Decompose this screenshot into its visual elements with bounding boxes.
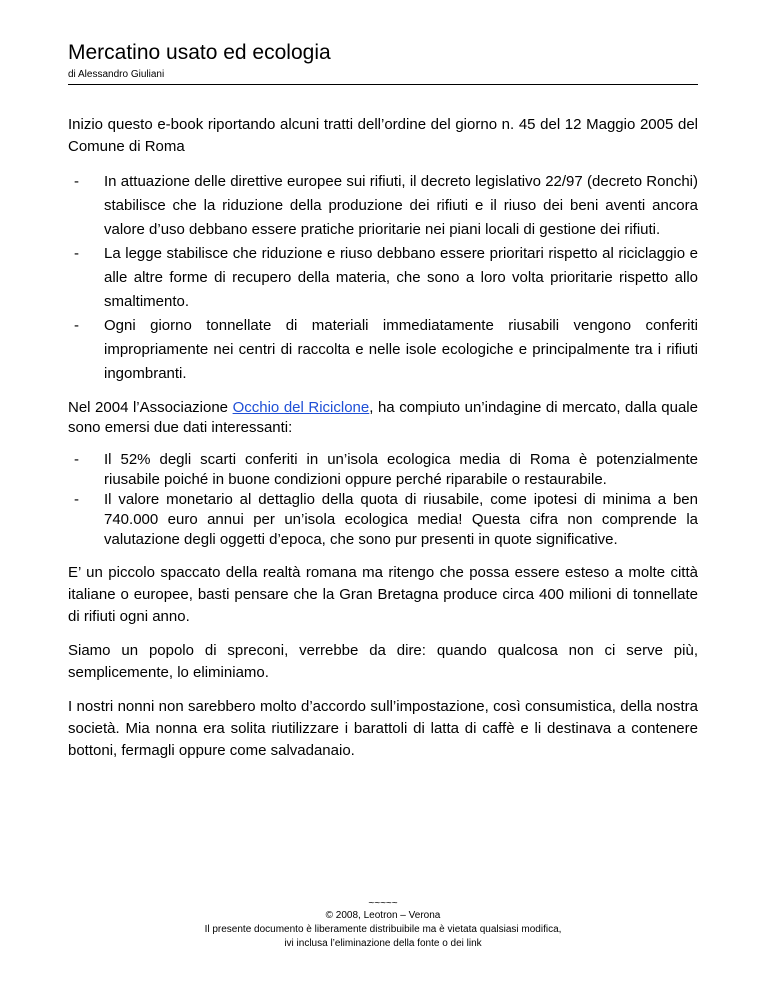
footer-notice-line-1: Il presente documento è liberamente distribuibile ma è vietata qualsiasi modifica, (204, 924, 562, 935)
spreconi-paragraph: Siamo un popolo di spreconi, verrebbe da dire: quando qualcosa non ci serve più, semplicemente, lo eliminiamo. (68, 642, 698, 681)
list-item: - Ogni giorno tonnellate di materiali immediatamente riusabili vengono conferiti impropriamente nei centri di raccolta e nelle isole ecologiche e principalmente tra i rifiuti ingombranti. (104, 314, 698, 386)
survey-text-after: , ha compiuto un’indagine di mercato, dalla quale sono emersi due dati interessanti: (68, 399, 698, 436)
document-body (68, 114, 698, 774)
intro-paragraph: Inizio questo e-book riportando alcuni tratti dell’ordine del giorno n. 45 del 12 Maggio 2005 del Comune di Roma (68, 116, 698, 155)
survey-paragraph (68, 398, 698, 438)
occhio-del-riciclone-link[interactable]: Occhio del Riciclone (232, 399, 370, 416)
document-title: Mercatino usato ed ecologia (68, 41, 331, 64)
ordinance-list (68, 170, 698, 386)
grandparents-paragraph: I nostri nonni non sarebbero molto d’accordo sull’impostazione, così consumistica, della nostra società. Mia nonna era solita riutilizzare i barattoli di latta di caffè e li destinava a contenere bottoni, fermagli oppure come salvadanaio. (68, 698, 698, 759)
list-item: - La legge stabilisce che riduzione e riuso debbano essere prioritari rispetto al riciclaggio e alle altre forme di recupero della materia, che sono a loro volta prioritarie rispetto allo smaltimento. (104, 242, 698, 314)
header-divider (68, 84, 698, 85)
survey-text-before: Nel 2004 l’Associazione (68, 399, 233, 416)
list-item: - Il 52% degli scarti conferiti in un’isola ecologica media di Roma è potenzialmente riusabile poiché in buone condizioni oppure perché riparabile o restaurabile. (104, 450, 698, 490)
survey-findings-list (68, 450, 698, 550)
footer-notice-line-2: ivi inclusa l’eliminazione della fonte o dei link (284, 938, 482, 949)
footer-copyright: © 2008, Leotron – Verona (325, 910, 441, 921)
list-item: - In attuazione delle direttive europee sui rifiuti, il decreto legislativo 22/97 (decreto Ronchi) stabilisce che la riduzione della produzione dei rifiuti e il riuso dei beni aventi ancora valore d’uso debbano essere pratiche prioritarie nei piani locali di gestione dei rifiuti. (104, 170, 698, 242)
document-author: di Alessandro Giuliani (68, 69, 165, 80)
list-item: - Il valore monetario al dettaglio della quota di riusabile, come ipotesi di minima a ben 740.000 euro annui per un’isola ecologica media! Questa cifra non comprende la valutazione degli oggetti d’epoca, che sono pur presenti in quote significative. (104, 490, 698, 550)
page-footer (68, 899, 698, 951)
uk-waste-paragraph: E’ un piccolo spaccato della realtà romana ma ritengo che possa essere esteso a molte città italiane o europee, basti pensare che la Gran Bretagna produce circa 400 milioni di tonnellate di rifiuti ogni anno. (68, 564, 698, 625)
footer-separator: ~~~~~ (368, 898, 398, 909)
page-header (68, 40, 698, 81)
document-page (68, 0, 698, 994)
